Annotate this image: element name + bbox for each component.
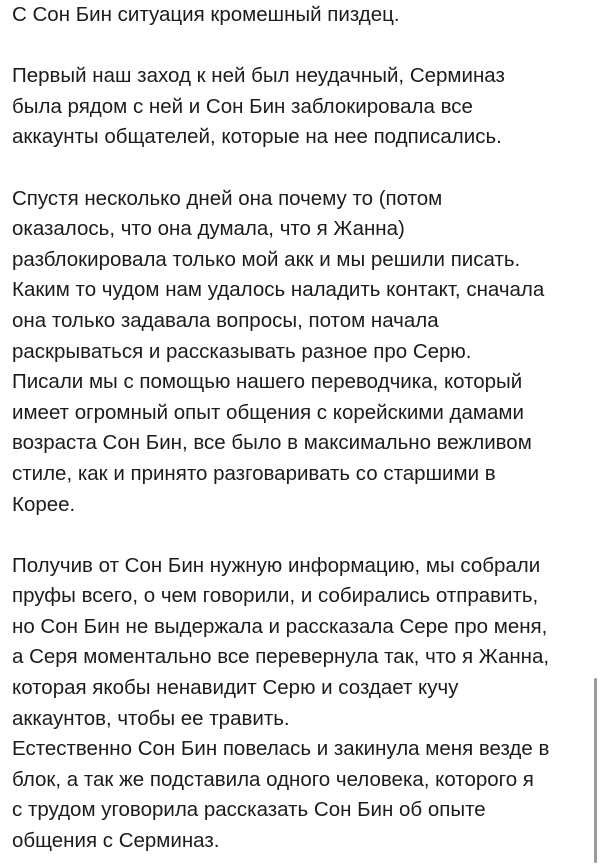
text-line: Первый наш заход к ней был неудачный, Серминаз bbox=[12, 64, 505, 88]
text-line: Корее. bbox=[12, 492, 76, 516]
text-line: Каким то чудом нам удалось наладить контакт, сначала bbox=[12, 278, 545, 302]
text-line: блок, а так же подставила одного человека, которого я bbox=[12, 767, 534, 791]
text-line: Спустя несколько дней она почему то (потом bbox=[12, 186, 443, 210]
blank-line bbox=[12, 153, 592, 184]
text-line: возраста Сон Бин, все было в максимально вежливом bbox=[12, 431, 532, 455]
text-line: она только задавала вопросы, потом начала bbox=[12, 308, 439, 332]
text-line: аккаунтов, чтобы ее травить. bbox=[12, 706, 290, 730]
document-text bbox=[12, 0, 592, 857]
text-line: Писали мы с помощью нашего переводчика, который bbox=[12, 370, 523, 394]
text-line: аккаунты общателей, которые на нее подписались. bbox=[12, 125, 502, 149]
text-line: но Сон Бин не выдержала и рассказала Сере про меня, bbox=[12, 614, 548, 638]
text-line: Получив от Сон Бин нужную информацию, мы собрали bbox=[12, 553, 541, 577]
text-line: с трудом уговорила рассказать Сон Бин об опыте bbox=[12, 798, 486, 822]
text-line: которая якобы ненавидит Серю и создает кучу bbox=[12, 676, 459, 700]
text-line: С Сон Бин ситуация кромешный пиздец. bbox=[12, 3, 400, 26]
text-line: разблокировала только мой акк и мы решили писать. bbox=[12, 247, 521, 271]
text-line: стиле, как и принято разговаривать со старшими в bbox=[12, 461, 496, 485]
text-line: общения с Серминаз. bbox=[12, 829, 220, 853]
text-line: а Серя моментально все перевернула так, что я Жанна, bbox=[12, 645, 550, 669]
vertical-scrollbar[interactable] bbox=[594, 678, 597, 863]
text-line: раскрываться и рассказывать разное про Серю. bbox=[12, 339, 472, 363]
text-line: оказалось, что она думала, что я Жанна) bbox=[12, 217, 405, 241]
text-line: Естественно Сон Бин повелась и закинула меня везде в bbox=[12, 737, 550, 761]
text-line: имеет огромный опыт общения с корейскими дамами bbox=[12, 400, 524, 424]
blank-line bbox=[12, 520, 592, 551]
blank-line bbox=[12, 31, 592, 62]
text-line: была рядом с ней и Сон Бин заблокировала все bbox=[12, 94, 473, 118]
text-line: пруфы всего, о чем говорили, и собирались отправить, bbox=[12, 584, 539, 608]
